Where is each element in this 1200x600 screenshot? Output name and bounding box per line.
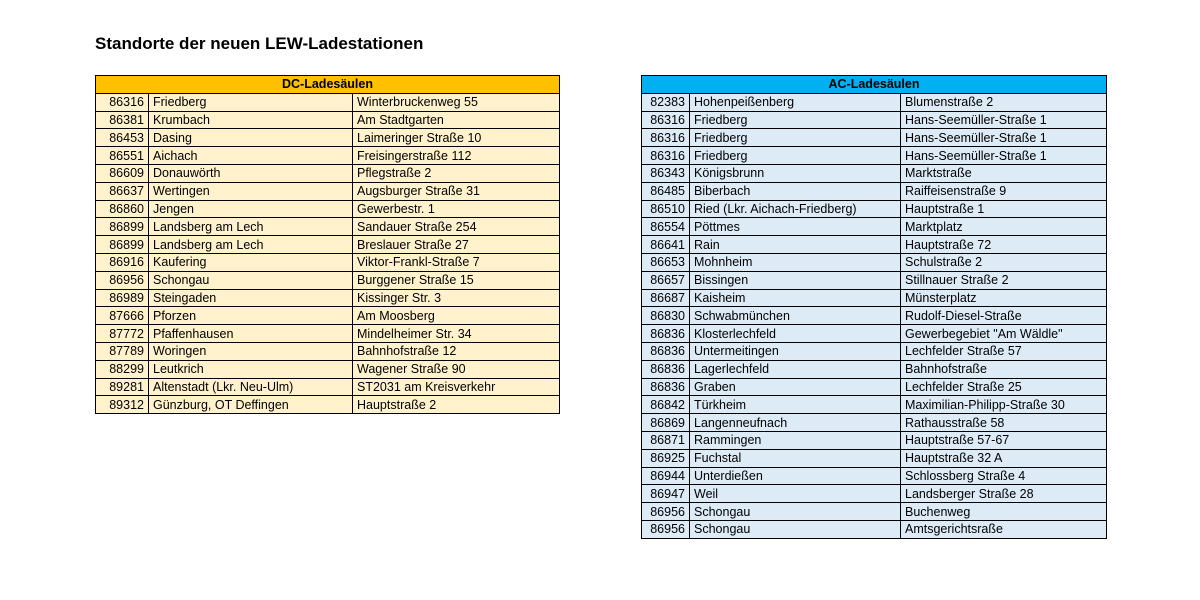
postal-code-cell: 86842 — [642, 396, 690, 414]
table-row — [642, 164, 1107, 182]
postal-code-cell: 82383 — [642, 93, 690, 111]
postal-code-cell: 86836 — [642, 378, 690, 396]
address-cell: Am Stadtgarten — [353, 111, 560, 129]
postal-code-cell: 86830 — [642, 307, 690, 325]
table-row — [642, 360, 1107, 378]
postal-code-cell: 86956 — [642, 503, 690, 521]
ac-table-body — [642, 93, 1107, 538]
postal-code-cell: 86836 — [642, 325, 690, 343]
postal-code-cell: 86925 — [642, 449, 690, 467]
city-cell: Biberbach — [690, 182, 901, 200]
city-cell: Langenneufnach — [690, 414, 901, 432]
postal-code-cell: 86836 — [642, 342, 690, 360]
address-cell: Am Moosberg — [353, 307, 560, 325]
table-row — [642, 218, 1107, 236]
city-cell: Königsbrunn — [690, 164, 901, 182]
address-cell: Schlossberg Straße 4 — [901, 467, 1107, 485]
city-cell: Aichach — [149, 147, 353, 165]
address-cell: Stillnauer Straße 2 — [901, 271, 1107, 289]
city-cell: Schongau — [690, 520, 901, 538]
postal-code-cell: 86916 — [96, 253, 149, 271]
address-cell: Sandauer Straße 254 — [353, 218, 560, 236]
city-cell: Friedberg — [149, 93, 353, 111]
address-cell: Augsburger Straße 31 — [353, 182, 560, 200]
address-cell: Raiffeisenstraße 9 — [901, 182, 1107, 200]
table-row — [642, 93, 1107, 111]
postal-code-cell: 86947 — [642, 485, 690, 503]
address-cell: Gewerbegebiet "Am Wäldle" — [901, 325, 1107, 343]
city-cell: Unterdießen — [690, 467, 901, 485]
table-row — [642, 271, 1107, 289]
postal-code-cell: 86871 — [642, 431, 690, 449]
postal-code-cell: 86551 — [96, 147, 149, 165]
address-cell: Hauptstraße 2 — [353, 396, 560, 414]
city-cell: Friedberg — [690, 147, 901, 165]
address-cell: ST2031 am Kreisverkehr — [353, 378, 560, 396]
table-row — [96, 164, 560, 182]
postal-code-cell: 86343 — [642, 164, 690, 182]
table-row — [96, 147, 560, 165]
address-cell: Hans-Seemüller-Straße 1 — [901, 147, 1107, 165]
table-row — [642, 236, 1107, 254]
city-cell: Rammingen — [690, 431, 901, 449]
city-cell: Türkheim — [690, 396, 901, 414]
postal-code-cell: 86453 — [96, 129, 149, 147]
table-row — [642, 503, 1107, 521]
postal-code-cell: 86510 — [642, 200, 690, 218]
address-cell: Hans-Seemüller-Straße 1 — [901, 129, 1107, 147]
table-row — [642, 342, 1107, 360]
address-cell: Wagener Straße 90 — [353, 360, 560, 378]
table-row — [642, 431, 1107, 449]
table-row — [96, 342, 560, 360]
postal-code-cell: 86316 — [96, 93, 149, 111]
table-row — [96, 111, 560, 129]
postal-code-cell: 86637 — [96, 182, 149, 200]
dc-table-header: DC-Ladesäulen — [96, 76, 560, 94]
address-cell: Hauptstraße 72 — [901, 236, 1107, 254]
postal-code-cell: 86316 — [642, 147, 690, 165]
address-cell: Marktstraße — [901, 164, 1107, 182]
city-cell: Krumbach — [149, 111, 353, 129]
postal-code-cell: 86554 — [642, 218, 690, 236]
table-row — [96, 236, 560, 254]
table-row — [642, 182, 1107, 200]
address-cell: Hauptstraße 57-67 — [901, 431, 1107, 449]
city-cell: Dasing — [149, 129, 353, 147]
table-row — [96, 182, 560, 200]
postal-code-cell: 86956 — [96, 271, 149, 289]
table-row — [96, 325, 560, 343]
table-row — [642, 129, 1107, 147]
page-title: Standorte der neuen LEW-Ladestationen — [95, 34, 424, 53]
table-row — [96, 289, 560, 307]
address-cell: Hans-Seemüller-Straße 1 — [901, 111, 1107, 129]
table-row — [96, 200, 560, 218]
table-row — [96, 396, 560, 414]
table-row — [642, 253, 1107, 271]
postal-code-cell: 87666 — [96, 307, 149, 325]
city-cell: Weil — [690, 485, 901, 503]
postal-code-cell: 86381 — [96, 111, 149, 129]
address-cell: Schulstraße 2 — [901, 253, 1107, 271]
address-cell: Landsberger Straße 28 — [901, 485, 1107, 503]
postal-code-cell: 87789 — [96, 342, 149, 360]
postal-code-cell: 86609 — [96, 164, 149, 182]
address-cell: Breslauer Straße 27 — [353, 236, 560, 254]
city-cell: Altenstadt (Lkr. Neu-Ulm) — [149, 378, 353, 396]
address-cell: Mindelheimer Str. 34 — [353, 325, 560, 343]
city-cell: Landsberg am Lech — [149, 236, 353, 254]
table-row — [642, 289, 1107, 307]
table-row — [96, 218, 560, 236]
city-cell: Donauwörth — [149, 164, 353, 182]
address-cell: Münsterplatz — [901, 289, 1107, 307]
table-row — [642, 147, 1107, 165]
city-cell: Jengen — [149, 200, 353, 218]
table-row — [96, 307, 560, 325]
city-cell: Schwabmünchen — [690, 307, 901, 325]
postal-code-cell: 86653 — [642, 253, 690, 271]
city-cell: Pfaffenhausen — [149, 325, 353, 343]
postal-code-cell: 86989 — [96, 289, 149, 307]
address-cell: Gewerbestr. 1 — [353, 200, 560, 218]
postal-code-cell: 86869 — [642, 414, 690, 432]
table-row — [96, 378, 560, 396]
postal-code-cell: 89281 — [96, 378, 149, 396]
address-cell: Blumenstraße 2 — [901, 93, 1107, 111]
address-cell: Laimeringer Straße 10 — [353, 129, 560, 147]
city-cell: Klosterlechfeld — [690, 325, 901, 343]
address-cell: Bahnhofstraße — [901, 360, 1107, 378]
city-cell: Günzburg, OT Deffingen — [149, 396, 353, 414]
city-cell: Graben — [690, 378, 901, 396]
table-row — [96, 129, 560, 147]
postal-code-cell: 86316 — [642, 111, 690, 129]
postal-code-cell: 86687 — [642, 289, 690, 307]
address-cell: Marktplatz — [901, 218, 1107, 236]
city-cell: Hohenpeißenberg — [690, 93, 901, 111]
city-cell: Schongau — [149, 271, 353, 289]
table-row — [96, 253, 560, 271]
city-cell: Friedberg — [690, 129, 901, 147]
table-row — [96, 271, 560, 289]
table-row — [642, 520, 1107, 538]
city-cell: Kaufering — [149, 253, 353, 271]
address-cell: Lechfelder Straße 25 — [901, 378, 1107, 396]
table-row — [642, 449, 1107, 467]
address-cell: Amtsgerichtsraße — [901, 520, 1107, 538]
city-cell: Leutkrich — [149, 360, 353, 378]
city-cell: Pforzen — [149, 307, 353, 325]
table-row — [642, 325, 1107, 343]
city-cell: Bissingen — [690, 271, 901, 289]
address-cell: Bahnhofstraße 12 — [353, 342, 560, 360]
city-cell: Landsberg am Lech — [149, 218, 353, 236]
postal-code-cell: 89312 — [96, 396, 149, 414]
dc-table-body — [96, 93, 560, 413]
address-cell: Hauptstraße 32 A — [901, 449, 1107, 467]
city-cell: Woringen — [149, 342, 353, 360]
table-row — [642, 111, 1107, 129]
postal-code-cell: 86316 — [642, 129, 690, 147]
postal-code-cell: 86641 — [642, 236, 690, 254]
address-cell: Buchenweg — [901, 503, 1107, 521]
address-cell: Lechfelder Straße 57 — [901, 342, 1107, 360]
city-cell: Mohnheim — [690, 253, 901, 271]
city-cell: Lagerlechfeld — [690, 360, 901, 378]
city-cell: Rain — [690, 236, 901, 254]
postal-code-cell: 86899 — [96, 218, 149, 236]
address-cell: Rathausstraße 58 — [901, 414, 1107, 432]
address-cell: Freisingerstraße 112 — [353, 147, 560, 165]
city-cell: Schongau — [690, 503, 901, 521]
table-row — [642, 467, 1107, 485]
postal-code-cell: 86485 — [642, 182, 690, 200]
ac-charging-table — [641, 75, 1107, 539]
table-row — [642, 200, 1107, 218]
city-cell: Steingaden — [149, 289, 353, 307]
city-cell: Pöttmes — [690, 218, 901, 236]
address-cell: Pflegstraße 2 — [353, 164, 560, 182]
postal-code-cell: 86860 — [96, 200, 149, 218]
address-cell: Winterbruckenweg 55 — [353, 93, 560, 111]
city-cell: Fuchstal — [690, 449, 901, 467]
table-row — [642, 307, 1107, 325]
postal-code-cell: 86836 — [642, 360, 690, 378]
city-cell: Ried (Lkr. Aichach-Friedberg) — [690, 200, 901, 218]
address-cell: Rudolf-Diesel-Straße — [901, 307, 1107, 325]
table-row — [642, 414, 1107, 432]
city-cell: Kaisheim — [690, 289, 901, 307]
address-cell: Kissinger Str. 3 — [353, 289, 560, 307]
table-row — [642, 396, 1107, 414]
address-cell: Maximilian-Philipp-Straße 30 — [901, 396, 1107, 414]
address-cell: Viktor-Frankl-Straße 7 — [353, 253, 560, 271]
city-cell: Wertingen — [149, 182, 353, 200]
table-row — [642, 378, 1107, 396]
address-cell: Burggener Straße 15 — [353, 271, 560, 289]
postal-code-cell: 86657 — [642, 271, 690, 289]
postal-code-cell: 87772 — [96, 325, 149, 343]
address-cell: Hauptstraße 1 — [901, 200, 1107, 218]
dc-charging-table — [95, 75, 560, 414]
table-row — [96, 360, 560, 378]
table-row — [96, 93, 560, 111]
city-cell: Untermeitingen — [690, 342, 901, 360]
postal-code-cell: 86956 — [642, 520, 690, 538]
postal-code-cell: 86944 — [642, 467, 690, 485]
postal-code-cell: 86899 — [96, 236, 149, 254]
ac-table-header: AC-Ladesäulen — [642, 76, 1107, 94]
table-row — [642, 485, 1107, 503]
postal-code-cell: 88299 — [96, 360, 149, 378]
city-cell: Friedberg — [690, 111, 901, 129]
